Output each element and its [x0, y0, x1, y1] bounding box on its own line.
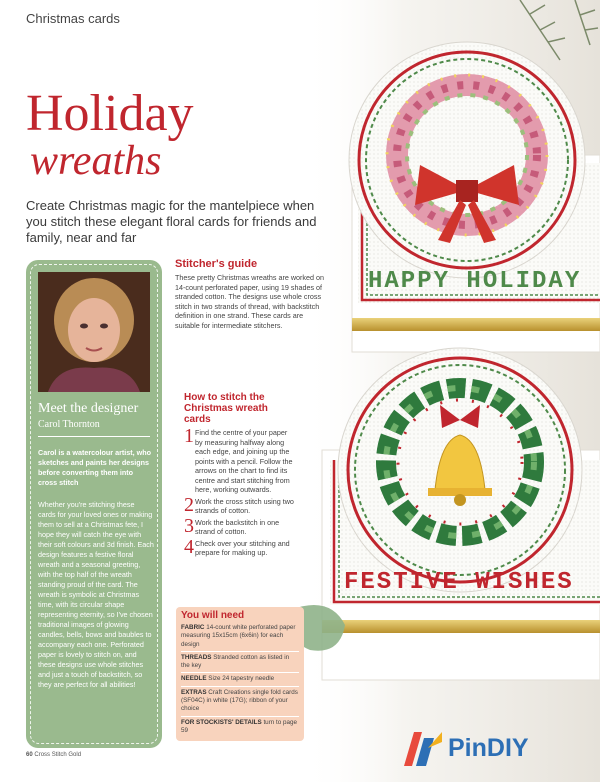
designer-intro: Carol is a watercolour artist, who sketches and paints her designs before converting them into cross stitch: [38, 448, 152, 487]
designer-name: Carol Thornton: [38, 419, 100, 430]
materials-list: [181, 624, 299, 739]
page-number: 60: [26, 752, 33, 758]
step-text: Find the centre of your paper by measuring halfway along each edge, and joining up the points with a pencil. Follow the arrows on the chart to find its centre and start stitching from here, working outwards.: [195, 428, 293, 494]
step-number: 3: [184, 514, 194, 537]
designer-heading: Meet the designer: [38, 401, 139, 416]
materials-text: 14-count white perforated paper measuring 15x15cm (6x6in) for each design: [181, 624, 296, 648]
watermark-text: PinDIY: [448, 733, 529, 762]
materials-text: Craft Creations single fold cards (SF04C) in white (17G); ribbon of your choice: [181, 688, 298, 713]
howto-heading: How to stitch the Christmas wreath cards: [184, 392, 268, 425]
step-number: 4: [184, 535, 194, 558]
materials-item: [181, 654, 299, 674]
materials-heading: You will need: [181, 610, 245, 621]
designer-bio: Whether you're stitching these cards for your loved ones or making them to sell at a Christmas fete, I hope they will catch the eye with their soft colours and 3d finish. Each design features a festive floral wreath and a seasonal greeting, with the top half of the wreath standing proud of the card. The wreath is symbolic at Christmas time, with its circular shape representing eternity, so I've chosen traditional images of glowing candles, bells, bows and baubles to accompany each one. Perforated paper is lovely to stitch on, and these designs use whole stitches and just a touch of backstitch, so they are perfect for all abilities!: [38, 500, 154, 689]
step-number: 1: [184, 425, 194, 447]
step-text: Check over your stitching and prepare for making up.: [195, 538, 290, 557]
step-item: [184, 514, 296, 537]
materials-item: [181, 624, 299, 652]
step-text: Work the backstitch in one strand of cotton.: [195, 517, 280, 536]
step-item: [184, 535, 296, 558]
top-card-greeting: HAPPY HOLIDAY: [368, 268, 582, 295]
intro-text: Create Christmas magic for the mantelpiece when you stitch these elegant floral cards for friends and family, near and far: [26, 198, 317, 245]
page-subtitle: wreaths: [30, 138, 162, 184]
bottom-card-greeting: FESTIVE WISHES: [344, 569, 574, 596]
materials-label: EXTRAS: [181, 688, 207, 696]
materials-text: Size 24 tapestry needle: [208, 675, 275, 683]
materials-item: [181, 689, 299, 717]
materials-label: THREADS: [181, 653, 212, 661]
bottom-card: [322, 348, 600, 680]
guide-body: These pretty Christmas wreaths are worked on 14-count perforated paper, using 19 shades of stranded cotton. The designs use whole cross stitch in two strands of thread, with backstitch definition in one strand. These cards are suitable for intermediate stitchers.: [175, 273, 325, 330]
step-number: 2: [184, 493, 194, 516]
materials-label: FABRIC: [181, 624, 205, 631]
materials-item: [181, 719, 299, 738]
page-footer: [26, 752, 81, 758]
section-label: Christmas cards: [26, 11, 120, 26]
materials-text: turn to page 59: [181, 718, 298, 734]
step-text: Work the cross stitch using two strands of cotton.: [195, 496, 294, 515]
materials-label: NEEDLE: [181, 675, 207, 683]
materials-item: [181, 675, 299, 686]
watermark: [398, 728, 529, 768]
guide-heading: Stitcher's guide: [175, 258, 258, 270]
howto-steps: [184, 425, 296, 560]
divider: [38, 436, 150, 437]
pindiy-logo-icon: [398, 728, 444, 768]
step-item: [184, 493, 296, 516]
materials-label: FOR STOCKISTS' DETAILS: [181, 718, 262, 726]
magazine-name: Cross Stitch Gold: [34, 752, 82, 758]
page-title: Holiday: [26, 85, 194, 142]
step-item: [184, 425, 296, 495]
designer-photo: [38, 272, 150, 392]
materials-text: Stranded cotton as listed in the key: [181, 653, 290, 670]
